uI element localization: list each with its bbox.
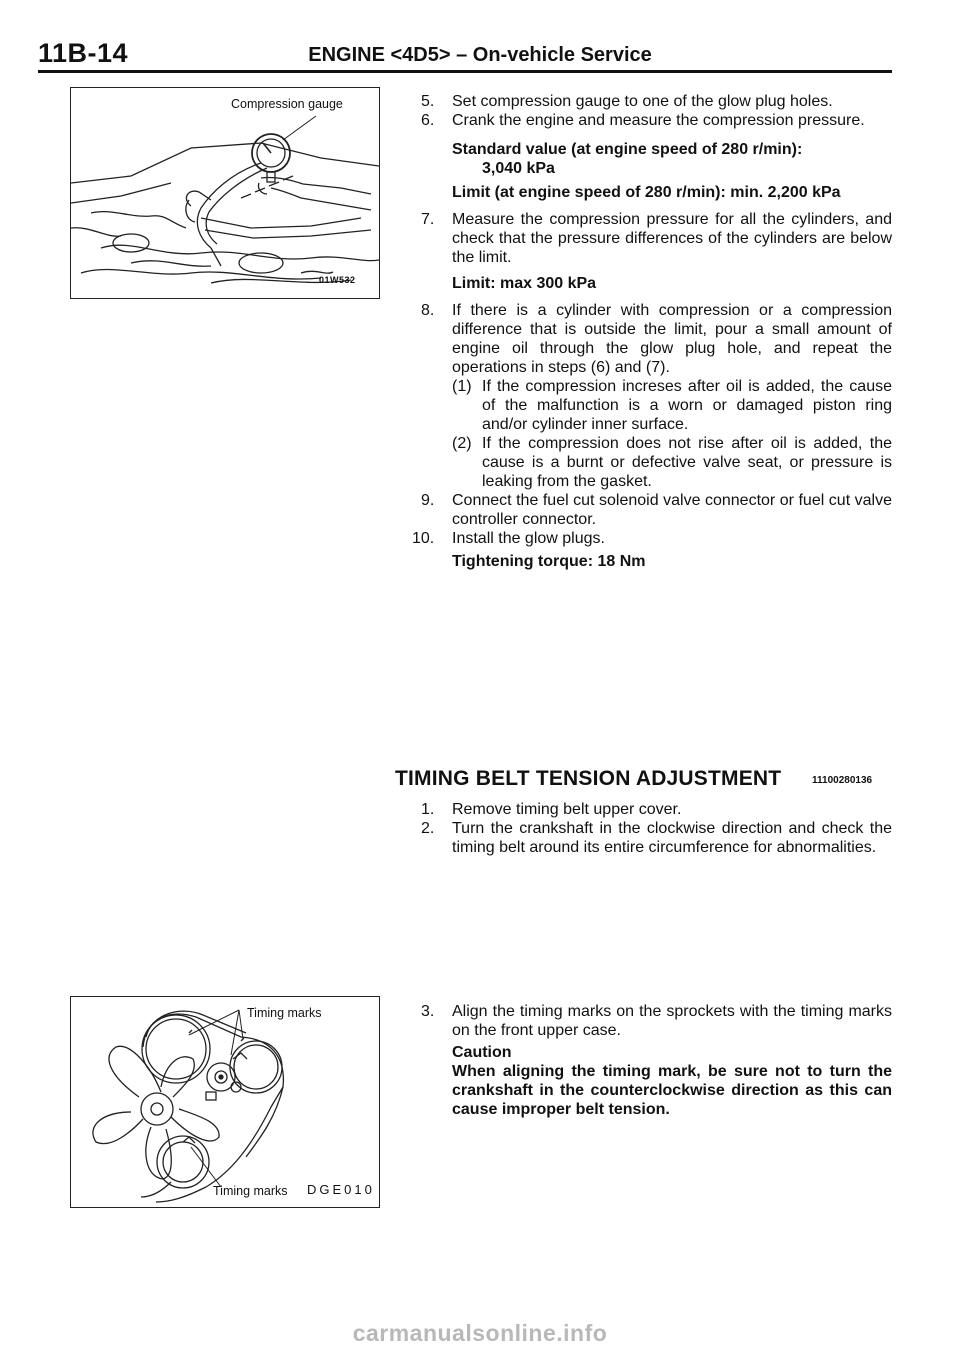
- section-title: TIMING BELT TENSION ADJUSTMENT: [395, 767, 782, 790]
- header-rule: [38, 70, 892, 73]
- timing-marks-label-top: Timing marks: [247, 1006, 322, 1020]
- step-text: Crank the engine and measure the compression pressure.: [452, 112, 865, 129]
- step-text: Install the glow plugs.: [452, 530, 605, 547]
- step-text: Connect the fuel cut solenoid valve connector or fuel cut valve controller connector.: [452, 492, 892, 528]
- step-text: If there is a cylinder with compression or a compression difference that is outside the limit, pour a small amount of engine oil through the glow plug hole, and repeat the operations in steps (6) and (7).: [452, 302, 892, 376]
- limit-value: Limit: max 300 kPa: [452, 275, 597, 292]
- substep-text: If the compression does not rise after oil is added, the cause is a burnt or defective valve seat, or pressure is leaking from the gasket.: [482, 435, 892, 490]
- step-number: 5.: [421, 93, 435, 110]
- step-number: 1.: [421, 801, 435, 818]
- step-text: Align the timing marks on the sprockets with the timing marks on the front upper case.: [452, 1003, 892, 1039]
- page-title: ENGINE <4D5> – On-vehicle Service: [308, 44, 652, 66]
- substep-text: If the compression increses after oil is added, the cause of the malfunction is a worn or damaged piston ring and/or cylinder inner surface.: [482, 378, 892, 433]
- step-number: 6.: [421, 112, 435, 129]
- step-text: Set compression gauge to one of the glow plug holes.: [452, 93, 833, 110]
- step-text: Remove timing belt upper cover.: [452, 801, 682, 818]
- caution-label: Caution: [452, 1044, 512, 1061]
- compression-gauge-figure: [70, 87, 380, 299]
- step-number: 8.: [421, 302, 435, 319]
- step-number: 2.: [421, 820, 435, 837]
- tightening-torque: Tightening torque: 18 Nm: [452, 553, 646, 570]
- standard-value: 3,040 kPa: [482, 160, 555, 177]
- watermark: carmanualsonline.info: [352, 1320, 608, 1346]
- step-number: 7.: [421, 211, 435, 228]
- caution-text: When aligning the timing mark, be sure not to turn the crankshaft in the counterclockwise direction as this can cause improper belt tension.: [452, 1063, 892, 1118]
- timing-marks-figure: [70, 996, 380, 1208]
- substep-number: (2): [452, 435, 472, 452]
- timing-marks-illustration: [71, 997, 379, 1207]
- compression-gauge-label: Compression gauge: [231, 97, 343, 111]
- section-code: 11B-14: [38, 38, 129, 68]
- substep-number: (1): [452, 378, 472, 395]
- limit-value: Limit (at engine speed of 280 r/min): min. 2,200 kPa: [452, 184, 841, 201]
- section-id: 11100280136: [812, 775, 873, 786]
- step-number: 10.: [412, 530, 435, 547]
- timing-marks-label-bottom: Timing marks: [213, 1184, 288, 1198]
- figure-code: DGE010: [307, 1182, 375, 1197]
- step-text: Turn the crankshaft in the clockwise direction and check the timing belt around its entire circumference for abnormalities.: [452, 820, 892, 856]
- figure-code: 01W532: [319, 275, 356, 285]
- step-number: 3.: [421, 1003, 435, 1020]
- compression-gauge-illustration: [71, 88, 379, 298]
- step-number: 9.: [421, 492, 435, 509]
- standard-value-label: Standard value (at engine speed of 280 r/min):: [452, 141, 803, 158]
- step-text: Measure the compression pressure for all the cylinders, and check that the pressure differences of the cylinders are below the limit.: [452, 211, 892, 266]
